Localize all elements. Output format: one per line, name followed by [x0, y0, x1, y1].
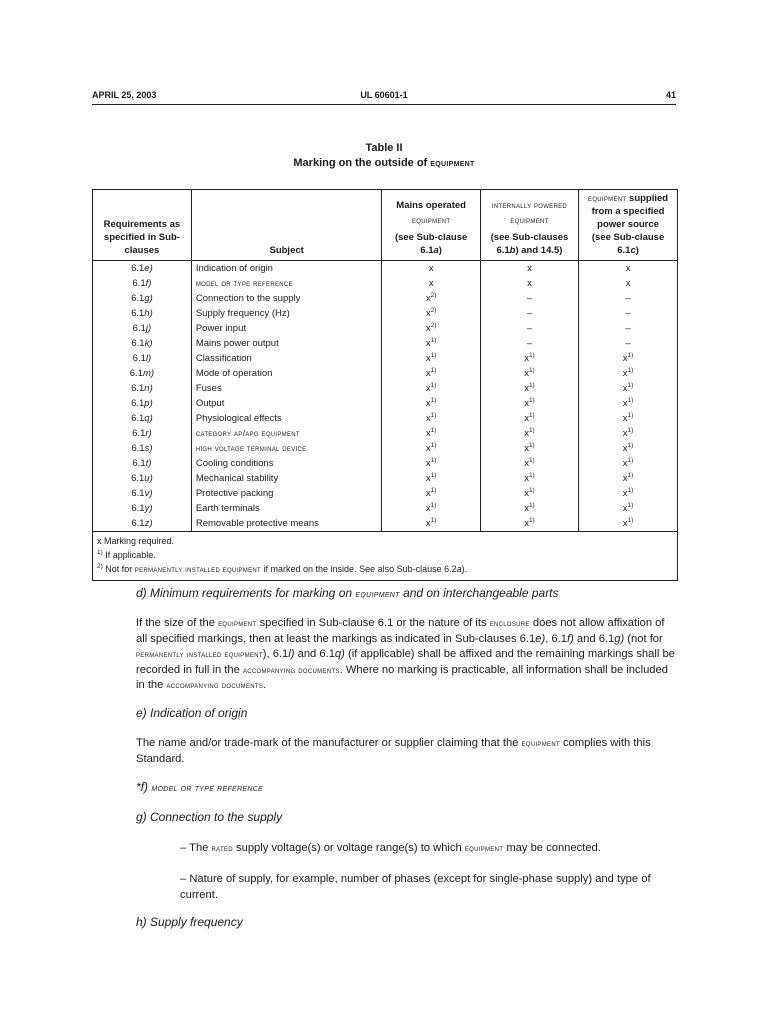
cell-subject: Output [191, 396, 382, 411]
header-standard: UL 60601-1 [360, 90, 408, 100]
table-row [93, 411, 677, 426]
cell-subject: Mechanical stability [191, 471, 382, 486]
cell-internally-powered: – [480, 306, 578, 321]
cell-subject: Earth terminals [191, 501, 382, 516]
table-row [93, 291, 677, 306]
cell-mains-operated: $x^{1)}$ [382, 441, 480, 456]
cell-internally-powered: x [480, 261, 578, 277]
cell-subject: Protective packing [191, 486, 382, 501]
cell-internally-powered: $x^{1)}$ [480, 411, 578, 426]
cell-internally-powered: $x^{1)}$ [480, 441, 578, 456]
running-header [92, 90, 676, 105]
cell-mains-operated: x [382, 261, 480, 277]
cell-subclause: 6.1f) [132, 278, 152, 289]
cell-mains-operated: $x^{1)}$ [382, 411, 480, 426]
section-e-heading: e) Indication of origin [136, 706, 248, 720]
cell-internally-powered: $x^{1)}$ [480, 381, 578, 396]
cell-specified-source: $x^{1)}$ [579, 426, 677, 441]
cell-mains-operated: $x^{2)}$ [382, 306, 480, 321]
table-row [93, 261, 677, 277]
cell-subclause: 6.1m) [129, 368, 155, 379]
cell-mains-operated: $x^{1)}$ [382, 396, 480, 411]
cell-subject: Mode of operation [191, 366, 382, 381]
cell-specified-source: x [579, 276, 677, 291]
table-title [0, 141, 768, 171]
cell-subject: high voltage terminal device [191, 441, 382, 456]
cell-subject: Connection to the supply [191, 291, 382, 306]
cell-mains-operated: $x^{1)}$ [382, 501, 480, 516]
cell-mains-operated: $x^{1)}$ [382, 456, 480, 471]
cell-subclause: 6.1n) [131, 383, 153, 394]
table-notes [93, 531, 677, 580]
section-d-heading: d) Minimum requirements for marking on equipment and on interchangeable parts [136, 586, 559, 600]
cell-subclause: 6.1e) [131, 263, 153, 274]
cell-specified-source: $x^{1)}$ [579, 441, 677, 456]
cell-mains-operated: $x^{1)}$ [382, 516, 480, 531]
cell-subject: category ap/apg equipment [191, 426, 382, 441]
cell-internally-powered: $x^{1)}$ [480, 471, 578, 486]
table-row [93, 351, 677, 366]
cell-specified-source: – [579, 306, 677, 321]
cell-internally-powered: – [480, 291, 578, 306]
cell-subclause: 6.1q) [131, 413, 153, 424]
table-row [93, 336, 677, 351]
header-date: APRIL 25, 2003 [92, 90, 157, 100]
marking-table [92, 189, 678, 581]
cell-specified-source: – [579, 336, 677, 351]
cell-subject: Indication of origin [191, 261, 382, 277]
table-row [93, 501, 677, 516]
table-row [93, 306, 677, 321]
cell-mains-operated: $x^{1)}$ [382, 351, 480, 366]
cell-specified-source: $x^{1)}$ [579, 516, 677, 531]
cell-specified-source: – [579, 291, 677, 306]
cell-subject: Cooling conditions [191, 456, 382, 471]
cell-internally-powered: $x^{1)}$ [480, 351, 578, 366]
cell-subject: Fuses [191, 381, 382, 396]
section-d-paragraph: If the size of the equipment specified in Sub-clause 6.1 or the nature of its enclosure does not allow affixation of all specified markings, then at least the markings as indicated in Sub-clauses 6.1e), 6.1f) and 6.1g) (not for permanently installed equipment), 6.1l) and 6.1q) (if applicable) shall be affixed and the remaining markings shall be recorded in full in the accompanying documents. Where no marking is practicable, all information shall be included in the accompanying documents. [136, 617, 675, 691]
cell-mains-operated: $x^{1)}$ [382, 426, 480, 441]
cell-mains-operated: x [382, 276, 480, 291]
cell-subclause: 6.1j) [132, 323, 152, 334]
cell-specified-source: $x^{1)}$ [579, 396, 677, 411]
cell-subclause: 6.1k) [131, 338, 153, 349]
table-row [93, 516, 677, 531]
cell-subclause: 6.1y) [131, 503, 153, 514]
cell-subclause: 6.1r) [132, 428, 152, 439]
note-marking-required: x Marking required. [97, 536, 175, 546]
cell-subclause: 6.1u) [131, 473, 153, 484]
cell-specified-source: $x^{1)}$ [579, 411, 677, 426]
col-header-subject: Subject [191, 190, 382, 261]
section-f-heading: *f) model or type reference [136, 780, 264, 794]
col-header-internal: internally powered equipment (see Sub-clauses 6.1b) and 14.5) [480, 190, 578, 261]
cell-mains-operated: $x^{1)}$ [382, 471, 480, 486]
cell-subject: model or type reference [191, 276, 382, 291]
cell-internally-powered: – [480, 336, 578, 351]
cell-internally-powered: $x^{1)}$ [480, 501, 578, 516]
table-row [93, 441, 677, 456]
cell-subclause: 6.1p) [131, 398, 153, 409]
cell-specified-source: $x^{1)}$ [579, 486, 677, 501]
note-if-applicable: $^{1)}$ If applicable. [97, 549, 156, 560]
cell-subject: Power input [191, 321, 382, 336]
cell-mains-operated: $x^{2)}$ [382, 291, 480, 306]
cell-specified-source: $x^{1)}$ [579, 366, 677, 381]
cell-internally-powered: $x^{1)}$ [480, 456, 578, 471]
table-row [93, 471, 677, 486]
table-row [93, 381, 677, 396]
section-e-paragraph: The name and/or trade-mark of the manufacturer or supplier claiming that the equipment complies with this Standard. [136, 737, 651, 765]
table-caption: Marking on the outside of equipment [293, 157, 475, 169]
table-row [93, 276, 677, 291]
cell-internally-powered: $x^{1)}$ [480, 426, 578, 441]
cell-specified-source: $x^{1)}$ [579, 351, 677, 366]
cell-internally-powered: $x^{1)}$ [480, 486, 578, 501]
cell-internally-powered: x [480, 276, 578, 291]
cell-specified-source: $x^{1)}$ [579, 471, 677, 486]
cell-subclause: 6.1v) [131, 488, 153, 499]
header-page-number: 41 [665, 90, 676, 100]
cell-subclause: 6.1s) [131, 443, 153, 454]
table-row [93, 486, 677, 501]
section-h-heading: h) Supply frequency [136, 915, 243, 929]
cell-specified-source: $x^{1)}$ [579, 381, 677, 396]
cell-subject: Classification [191, 351, 382, 366]
table-number: Table II [365, 142, 403, 154]
table-row [93, 321, 677, 336]
cell-mains-operated: $x^{1)}$ [382, 366, 480, 381]
cell-subclause: 6.1t) [132, 458, 152, 469]
cell-subject: Supply frequency (Hz) [191, 306, 382, 321]
note-permanently-installed: $^{2)}$ Not for permanently installed equipment if marked on the inside. See also Sub-clause 6.2a). [97, 563, 468, 574]
table-row [93, 396, 677, 411]
cell-mains-operated: $x^{1)}$ [382, 486, 480, 501]
table-row [93, 426, 677, 441]
cell-subclause: 6.1z) [131, 518, 153, 529]
cell-specified-source: $x^{1)}$ [579, 456, 677, 471]
cell-mains-operated: $x^{1)}$ [382, 381, 480, 396]
cell-subclause: 6.1h) [131, 308, 153, 319]
cell-subclause: 6.1g) [131, 293, 153, 304]
col-header-requirements: Requirements as specified in Sub-clauses [93, 190, 191, 261]
table-row [93, 366, 677, 381]
cell-internally-powered: – [480, 321, 578, 336]
cell-subject: Mains power output [191, 336, 382, 351]
col-header-mains: Mains operated equipment (see Sub-clause 6.1a) [382, 190, 480, 261]
cell-specified-source: – [579, 321, 677, 336]
cell-specified-source: x [579, 261, 677, 277]
cell-mains-operated: $x^{2)}$ [382, 321, 480, 336]
section-g-heading: g) Connection to the supply [136, 810, 283, 824]
cell-subclause: 6.1l) [132, 353, 152, 364]
cell-internally-powered: $x^{1)}$ [480, 396, 578, 411]
cell-internally-powered: $x^{1)}$ [480, 516, 578, 531]
section-g-item-nature-of-supply: – Nature of supply, for example, number of phases (except for single-phase supply) and type of current. [180, 873, 651, 901]
cell-subject: Physiological effects [191, 411, 382, 426]
cell-specified-source: $x^{1)}$ [579, 501, 677, 516]
cell-mains-operated: $x^{1)}$ [382, 336, 480, 351]
cell-internally-powered: $x^{1)}$ [480, 366, 578, 381]
cell-subject: Removable protective means [191, 516, 382, 531]
col-header-specified-source: equipment supplied from a specified power source (see Sub-clause 6.1c) [579, 190, 677, 261]
table-row [93, 456, 677, 471]
section-g-item-rated-voltage: – The rated supply voltage(s) or voltage range(s) to which equipment may be connected. [180, 842, 601, 854]
